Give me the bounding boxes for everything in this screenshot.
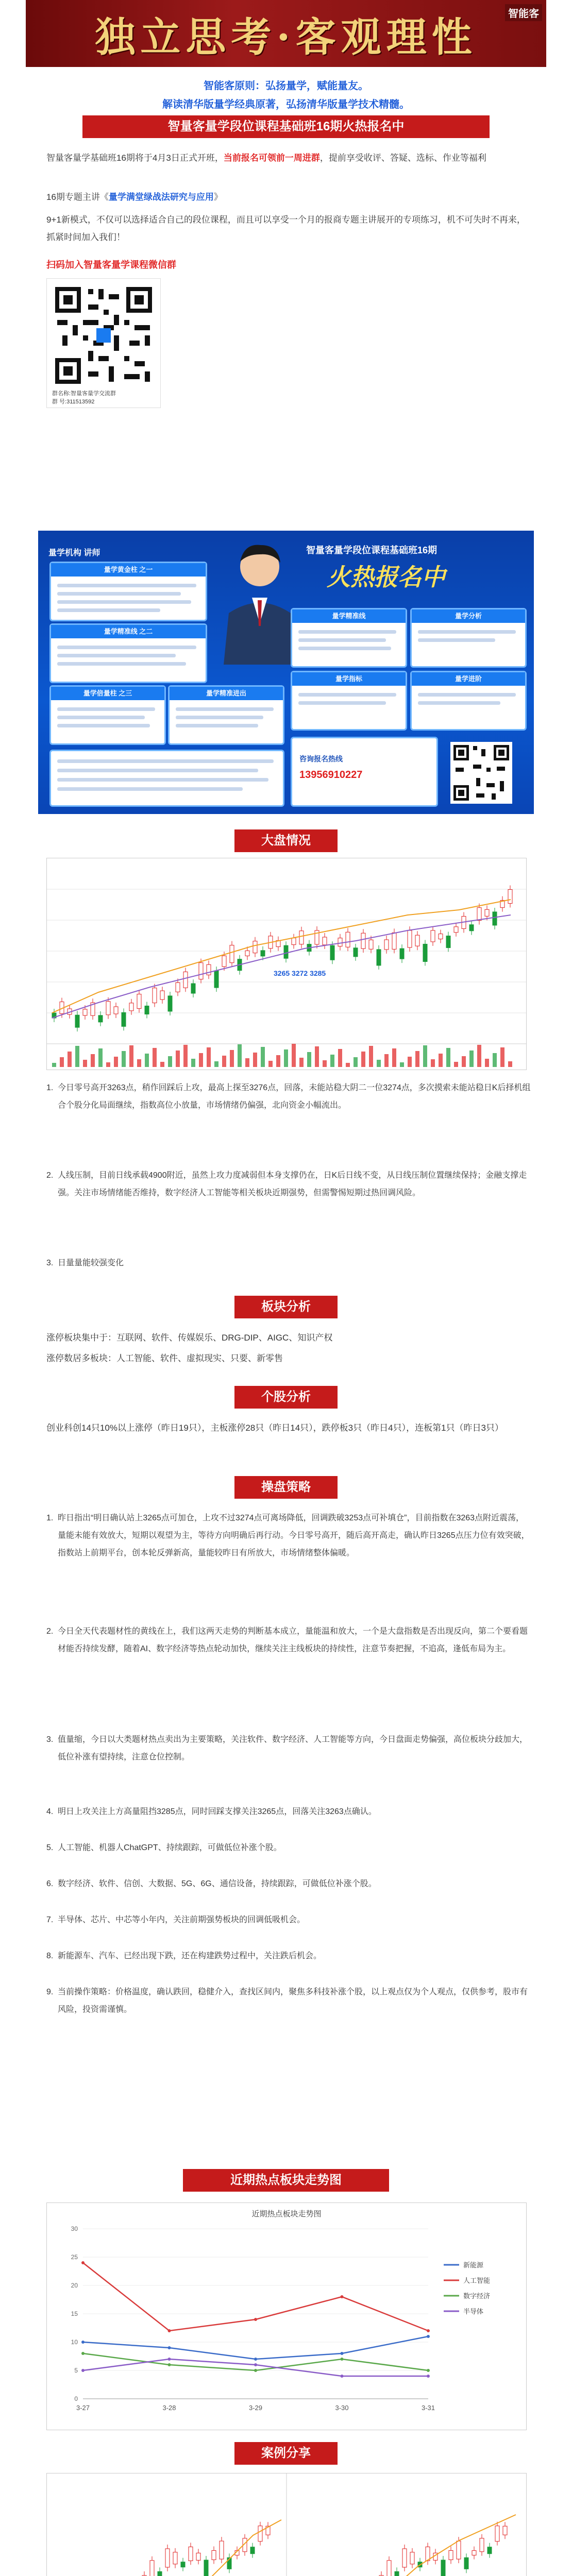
volume-bar: [284, 1049, 288, 1067]
volume-bar: [292, 1044, 296, 1067]
strategy-item-5: [46, 1839, 531, 1857]
poster-line: [298, 638, 386, 642]
case-candle: [220, 2541, 224, 2559]
market-item-text: 今日零号高开3263点，稍作回踩后上攻，最高上探至3276点，回落，未能站稳大阴二一位3274点，多次摸索未能站稳日K后择机组合个股分化局面继续，指数高位小放量，市场情绪仍偏强，北向资金小幅流出。: [58, 1083, 531, 1110]
strategy-item-8: [46, 1947, 531, 1965]
volume-bar: [191, 1059, 195, 1067]
candle: [392, 933, 396, 949]
list-number: 2.: [46, 1627, 54, 1636]
volume-bar: [377, 1060, 381, 1067]
poster-box-title: 量学精准线 之二: [51, 625, 206, 638]
series-point: [168, 2358, 171, 2361]
volume-bar: [230, 1050, 234, 1067]
volume-bar: [183, 1045, 188, 1067]
y-tick-label: 15: [71, 2310, 78, 2317]
candle: [299, 931, 304, 944]
poster-line: [57, 724, 150, 727]
volume-bar: [199, 1053, 203, 1067]
candle: [261, 951, 265, 956]
case-candle: [487, 2547, 492, 2554]
stock-paragraph: 创业科创14只10%以上涨停（昨日19只），主板涨停28只（昨日14只），跌停板3只（昨日4只），连板第1只（昨日3只）: [46, 1423, 503, 1433]
candle: [183, 972, 188, 988]
candle: [485, 909, 489, 916]
candle: [176, 982, 180, 992]
series-point: [427, 2369, 430, 2372]
list-number: 3.: [46, 1735, 54, 1744]
candle: [98, 1015, 103, 1022]
sector-paragraph-1: 涨停板块集中于：互联网、软件、传媒娱乐、DRG-DIP、AIGC、知识产权: [46, 1333, 333, 1343]
group-qr-card: [46, 278, 161, 408]
x-tick-label: 3-31: [421, 2404, 435, 2412]
poster-line: [418, 630, 516, 634]
candle: [415, 935, 419, 946]
candle: [508, 889, 512, 903]
candle: [323, 937, 327, 945]
series-point: [168, 2363, 171, 2366]
volume-bar: [122, 1051, 126, 1067]
case-candle: [503, 2526, 507, 2535]
banner-title: 独立思考·客观理性: [95, 14, 477, 61]
candle: [369, 940, 373, 949]
strategy-item-text: 半导体、芯片、中芯等小年内，关注前期强势板块的回调低吸机会。: [58, 1916, 306, 1924]
poster-box-2: [49, 623, 207, 683]
series-point: [341, 2375, 344, 2378]
volume-bar: [168, 1056, 172, 1067]
volume-bar: [214, 1061, 218, 1067]
x-tick-label: 3-29: [248, 2404, 263, 2412]
intro-text: 》: [213, 192, 223, 202]
case-chart-svg: [47, 2473, 526, 2576]
series-point: [254, 2369, 257, 2372]
poster-line: [176, 707, 274, 711]
poster-line: [418, 693, 516, 697]
poster-phone[interactable]: 13956910227: [299, 769, 363, 781]
poster-box-title: 量学分析: [412, 609, 525, 623]
candlestick-chart: [46, 858, 527, 1070]
market-section-title: 大盘情况: [234, 829, 338, 852]
volume-bar: [361, 1052, 365, 1067]
series-point: [254, 2318, 257, 2321]
case-candle: [150, 2561, 154, 2576]
case-candle: [173, 2552, 177, 2564]
volume-bar: [145, 1054, 149, 1067]
poster-box-title: 量学进阶: [412, 672, 525, 686]
volume-bar: [106, 1062, 110, 1067]
volume-bar: [454, 1062, 458, 1067]
series-point: [341, 2358, 344, 2361]
candle: [284, 945, 288, 958]
series-point: [427, 2375, 430, 2378]
strategy-item-text: 当前操作策略：价格温度，确认跌回，稳健介入，查找区间内，聚焦多科技补涨个股，以上观点仅为个人观点，仅供参考，股市有风险，投资需谨慎。: [58, 1988, 528, 2014]
poster-box-title: 量学指标: [292, 672, 406, 686]
volume-bar: [160, 1062, 164, 1067]
volume-bar: [60, 1057, 64, 1067]
strategy-item-6: [46, 1875, 531, 1893]
x-tick-label: 3-28: [162, 2404, 176, 2412]
poster-line: [418, 638, 495, 642]
candle: [199, 963, 203, 979]
poster-title-top: 智量客量学段位课程基础班16期: [306, 545, 438, 555]
volume-bar: [75, 1046, 79, 1067]
volume-bar: [446, 1048, 450, 1067]
strategy-item-text: 明日上攻关注上方高量阻挡3285点，同时回踩支撑关注3265点，回落关注3263点确认。: [58, 1807, 377, 1816]
strategy-item-9: [46, 1984, 531, 2019]
candle: [354, 948, 358, 957]
volume-bar: [477, 1045, 481, 1067]
candle: [153, 988, 157, 1003]
intro-text: 16期专题主讲《: [46, 192, 109, 202]
market-item-1: [46, 1079, 531, 1114]
slogan-line-2: 解读清华版量学经典原著，弘扬清华版量学技术精髓。: [162, 99, 410, 110]
chart-annotation: 3265 3272 3285: [274, 969, 326, 977]
volume-bar: [369, 1046, 373, 1067]
y-tick-label: 20: [71, 2282, 78, 2289]
x-tick-label: 3-27: [76, 2404, 90, 2412]
market-item-3: [46, 1255, 531, 1272]
case-candle: [457, 2541, 461, 2559]
poster-box-8: [410, 671, 527, 731]
volume-bar: [83, 1060, 87, 1067]
poster-line: [57, 787, 243, 791]
list-number: 8.: [46, 1952, 54, 1960]
volume-bar: [299, 1058, 304, 1067]
qr-group-number: 群 号:311513592: [52, 399, 95, 405]
volume-bar: [98, 1048, 103, 1067]
strategy-item-text: 新能源车、汽车、已经出现下跌，还在构建跌势过程中，关注跌后机会。: [58, 1952, 322, 1960]
volume-bar: [153, 1048, 157, 1067]
case-candle: [189, 2547, 193, 2561]
qr-group-link[interactable]: 扫码加入智量客量学课程微信群: [46, 260, 176, 270]
poster-line: [298, 647, 391, 650]
legend-label: 新能源: [463, 2261, 484, 2269]
volume-bar: [315, 1046, 319, 1067]
y-tick-label: 10: [71, 2338, 78, 2346]
strategy-item-2: [46, 1623, 531, 1658]
poster-line: [176, 716, 263, 719]
volume-bar: [207, 1047, 211, 1067]
volume-bar: [91, 1054, 95, 1067]
candle: [477, 908, 481, 921]
list-number: 3.: [46, 1259, 54, 1267]
candle: [137, 994, 141, 1009]
series-point: [341, 2352, 344, 2355]
case-candle: [472, 2551, 476, 2555]
candle: [469, 925, 474, 931]
intro-paragraph-2: [46, 189, 531, 206]
candle: [145, 1006, 149, 1014]
strategy-item-text: 昨日指出“明日确认站上3265点可加仓，上攻不过3274点可离场降低，回调跌破3253点可补填仓”，目前指数在3263点附近震荡，量能未能有效放大，短期以观望为主，等待方向明确后再行动。今日零号高开，随后高开高走，确认昨日3265点压力位有效突破，指数站上前期平台，创本轮反弹新高，量能较昨日有所放大，市场情绪整体偏暖。: [58, 1514, 530, 1557]
candle: [191, 984, 195, 993]
candle: [446, 936, 450, 948]
case-candle: [441, 2560, 445, 2576]
series-point: [81, 2352, 85, 2355]
strategy-item-text: 数字经济、软件、信创、大数据、5G、6G、通信设备，持续跟踪，可做低位补涨个股。: [58, 1879, 377, 1888]
market-item-2: [46, 1167, 531, 1202]
candlestick-svg: [47, 858, 526, 1070]
strategy-item-7: [46, 1911, 531, 1929]
candle: [361, 933, 365, 948]
poster-line: [57, 646, 196, 649]
candle: [423, 944, 427, 961]
list-number: 1.: [46, 1514, 54, 1522]
volume-bar: [431, 1059, 435, 1067]
candle: [160, 991, 164, 999]
candle: [493, 912, 497, 925]
poster-box-1: [49, 562, 207, 621]
volume-bar: [238, 1044, 242, 1067]
volume-bar: [68, 1052, 72, 1067]
series-point: [81, 2369, 85, 2372]
volume-bar: [323, 1060, 327, 1067]
strategy-item-text: 今日全天代表题材性的黄线在上，我们这两天走势的判断基本成立，量能温和放大，一个是大盘指数是否出现反向，第二个要看题材能否持续发酵，随着AI、数字经济等热点轮动加快，继续关注主线板块的持续性，注意节奏把握，不追高，逢低布局为主。: [58, 1627, 528, 1653]
volume-bar: [222, 1056, 226, 1067]
poster-box-bottom: [49, 750, 284, 807]
list-number: 4.: [46, 1807, 54, 1816]
case-candle: [449, 2550, 453, 2560]
volume-bar: [114, 1057, 118, 1067]
y-tick-label: 25: [71, 2253, 78, 2261]
poster-box-title: 量学精准线: [292, 609, 406, 623]
hotspot-chart: [46, 2202, 527, 2430]
volume-bar: [462, 1056, 466, 1067]
poster-line: [57, 778, 268, 782]
poster-title-big: 火热报名中: [327, 564, 445, 590]
poster-line: [57, 584, 196, 587]
poster-box-7: [291, 671, 407, 731]
hotspot-section-title: 近期热点板块走势图: [183, 2169, 389, 2192]
market-item-text: 人线压制，目前日线承载4900附近，虽然上攻力度减弱但本身支撑仍在，日K后日线不变，从日线压制位置继续保持；金融支撑走强。关注市场情绪能否维持，数字经济人工智能等相关板块近期强势，但需警惕短期过热回调风险。: [58, 1171, 527, 1197]
poster-box-title: 量学精准进出: [170, 687, 283, 700]
volume-bar: [493, 1053, 497, 1067]
poster-line: [57, 759, 274, 763]
series-point: [254, 2363, 257, 2366]
strategy-item-4: [46, 1803, 531, 1821]
poster-qr-icon[interactable]: [450, 742, 512, 804]
poster-line: [57, 769, 258, 772]
case-candle: [258, 2526, 262, 2541]
series-line: [83, 2336, 428, 2359]
case-candle: [395, 2571, 399, 2576]
case-candle: [181, 2562, 185, 2567]
poster-line: [57, 654, 176, 657]
list-number: 7.: [46, 1916, 54, 1924]
group-qr-icon[interactable]: [52, 284, 155, 387]
candle: [114, 1007, 118, 1014]
poster-line: [57, 707, 155, 711]
market-item-text: 日量量能较强变化: [58, 1259, 124, 1267]
candle: [230, 945, 234, 963]
candle: [408, 930, 412, 947]
sector-section-title: 板块分析: [234, 1296, 338, 1318]
poster-line: [57, 600, 191, 604]
legend-label: 数字经济: [463, 2292, 491, 2300]
candle: [168, 996, 172, 1011]
volume-bar: [415, 1051, 419, 1067]
volume-bar: [346, 1063, 350, 1067]
banner-badge: 智能客: [505, 4, 542, 21]
case-candle: [204, 2560, 208, 2576]
volume-bar: [408, 1057, 412, 1067]
volume-bar: [268, 1061, 273, 1067]
candle: [346, 932, 350, 947]
case-candle: [410, 2552, 414, 2564]
intro-paragraph-3: 9+1新模式，不仅可以选择适合自己的段位课程，而且可以享受一个月的报商专题主讲展开的专项练习，机不可失时不再来，抓紧时间加入我们！: [46, 215, 526, 242]
poster-box-6: [410, 608, 527, 668]
slogan-line-1: 智能客原则：弘扬量学，赋能量友。: [204, 80, 368, 92]
candle: [431, 930, 435, 942]
volume-bar: [423, 1045, 427, 1067]
candle: [106, 1002, 110, 1015]
volume-bar: [52, 1063, 56, 1067]
candle: [384, 940, 389, 950]
case-candle: [196, 2553, 200, 2560]
volume-bar: [500, 1047, 504, 1067]
series-line: [83, 2353, 428, 2370]
candle: [253, 941, 257, 953]
legend-label: 人工智能: [463, 2277, 491, 2284]
candle: [222, 956, 226, 967]
volume-bar: [330, 1055, 334, 1067]
strategy-item-text: 值量缩，今日以大类题材热点卖出为主要策略，关注软件、数字经济、人工智能等方向，今日盘面走势偏强，高位板块分歧加大，低位补涨有望持续，注意仓位控制。: [58, 1735, 528, 1761]
poster-line: [57, 592, 181, 596]
volume-bar: [137, 1059, 141, 1067]
header-banner: [26, 0, 546, 67]
list-number: 2.: [46, 1171, 54, 1180]
poster-line: [57, 716, 145, 719]
candle: [400, 948, 404, 959]
series-point: [81, 2341, 85, 2344]
candle: [207, 964, 211, 975]
poster-line: [57, 662, 186, 666]
volume-bar: [485, 1059, 489, 1067]
list-number: 9.: [46, 1988, 54, 1996]
poster-box-title: 量学倍量柱 之三: [51, 687, 164, 700]
poster-contact-box: [291, 737, 438, 807]
poster-line: [298, 630, 396, 634]
volume-bar: [384, 1054, 389, 1067]
hotspot-line-svg: [47, 2203, 526, 2430]
series-point: [427, 2329, 430, 2332]
y-tick-label: 5: [74, 2367, 78, 2374]
hotspot-chart-title: 近期热点板块走势图: [251, 2210, 322, 2218]
poster-line: [298, 701, 386, 705]
case-candle: [212, 2550, 216, 2560]
volume-bar: [392, 1048, 396, 1067]
strategy-item-1: [46, 1510, 531, 1562]
candle: [214, 971, 218, 988]
case-candle: [495, 2526, 499, 2541]
sector-paragraph-2: 涨停数居多板块：人工智能、软件、虚拟现实、只要、新零售: [46, 1353, 283, 1363]
candle: [122, 1012, 126, 1026]
case-candle: [464, 2557, 468, 2569]
candle: [83, 1009, 87, 1015]
series-point: [341, 2295, 344, 2298]
y-tick-label: 30: [71, 2225, 78, 2232]
volume-bar: [338, 1049, 342, 1067]
candle: [292, 938, 296, 945]
case-candle: [165, 2549, 170, 2567]
volume-bar: [508, 1061, 512, 1067]
series-point: [254, 2358, 257, 2361]
volume-bar: [276, 1055, 280, 1067]
strategy-item-text: 人工智能、机器人ChatGPT、持续跟踪，可做低位补涨个股。: [58, 1843, 282, 1852]
series-line: [83, 2359, 428, 2376]
poster-box-4: [168, 685, 284, 745]
list-number: 6.: [46, 1879, 54, 1888]
volume-bar: [400, 1062, 404, 1067]
intro-highlight: 当前报名可领前一周进群: [223, 153, 320, 163]
candle: [377, 950, 381, 965]
poster-box-title: 量学黄金柱 之一: [51, 563, 206, 577]
promo-banner: 智量客量学段位课程基础班16期火热报名中: [82, 115, 490, 138]
promo-poster: [38, 531, 534, 814]
poster-left-name: 量学机构 讲师: [48, 549, 100, 557]
series-point: [168, 2329, 171, 2332]
case-candle: [480, 2538, 484, 2552]
strategy-section-title: 操盘策略: [234, 1476, 338, 1499]
list-number: 1.: [46, 1083, 54, 1092]
poster-box-3: [49, 685, 166, 745]
poster-line: [176, 724, 258, 727]
case-candle: [158, 2571, 162, 2576]
volume-bar: [439, 1054, 443, 1067]
strategy-item-3: [46, 1731, 531, 1766]
intro-paragraph-1: [46, 149, 531, 167]
x-tick-label: 3-30: [335, 2404, 349, 2412]
series-point: [81, 2261, 85, 2264]
volume-bar: [245, 1058, 249, 1067]
legend-label: 半导体: [463, 2308, 484, 2315]
volume-bar: [307, 1052, 311, 1067]
candle: [439, 934, 443, 939]
intro-text: 智量客量学基础班16期将于4月3日正式开班，: [46, 153, 224, 163]
series-point: [427, 2335, 430, 2338]
candle: [245, 951, 249, 956]
volume-bar: [129, 1045, 133, 1067]
candle: [75, 1015, 79, 1027]
qr-group-name: 群名称:智量客量学交流群: [52, 391, 116, 397]
case-candle: [387, 2561, 391, 2576]
volume-bar: [354, 1057, 358, 1067]
poster-phone-label: 咨询报名热线: [299, 755, 343, 763]
poster-line: [298, 693, 396, 697]
volume-bar: [469, 1050, 474, 1067]
candle: [454, 927, 458, 933]
candle: [129, 1003, 133, 1011]
list-number: 5.: [46, 1843, 54, 1852]
poster-box-5: [291, 608, 407, 668]
volume-bar: [261, 1047, 265, 1067]
case-candle: [402, 2549, 407, 2567]
poster-line: [418, 701, 500, 705]
case-candle: [250, 2547, 255, 2554]
candle: [338, 938, 342, 946]
series-point: [168, 2346, 171, 2349]
case-chart: [46, 2473, 527, 2576]
volume-bar: [176, 1050, 180, 1067]
volume-bar: [253, 1053, 257, 1067]
stock-section-title: 个股分析: [234, 1386, 338, 1409]
intro-highlight: 量学满堂绿战法研究与应用: [108, 192, 214, 202]
candle: [330, 945, 334, 960]
intro-text: ，提前享受收评、答疑、选标、作业等福利: [319, 153, 486, 163]
y-tick-label: 0: [74, 2395, 78, 2402]
cases-section-title: 案例分享: [234, 2442, 338, 2465]
poster-line: [57, 608, 160, 612]
